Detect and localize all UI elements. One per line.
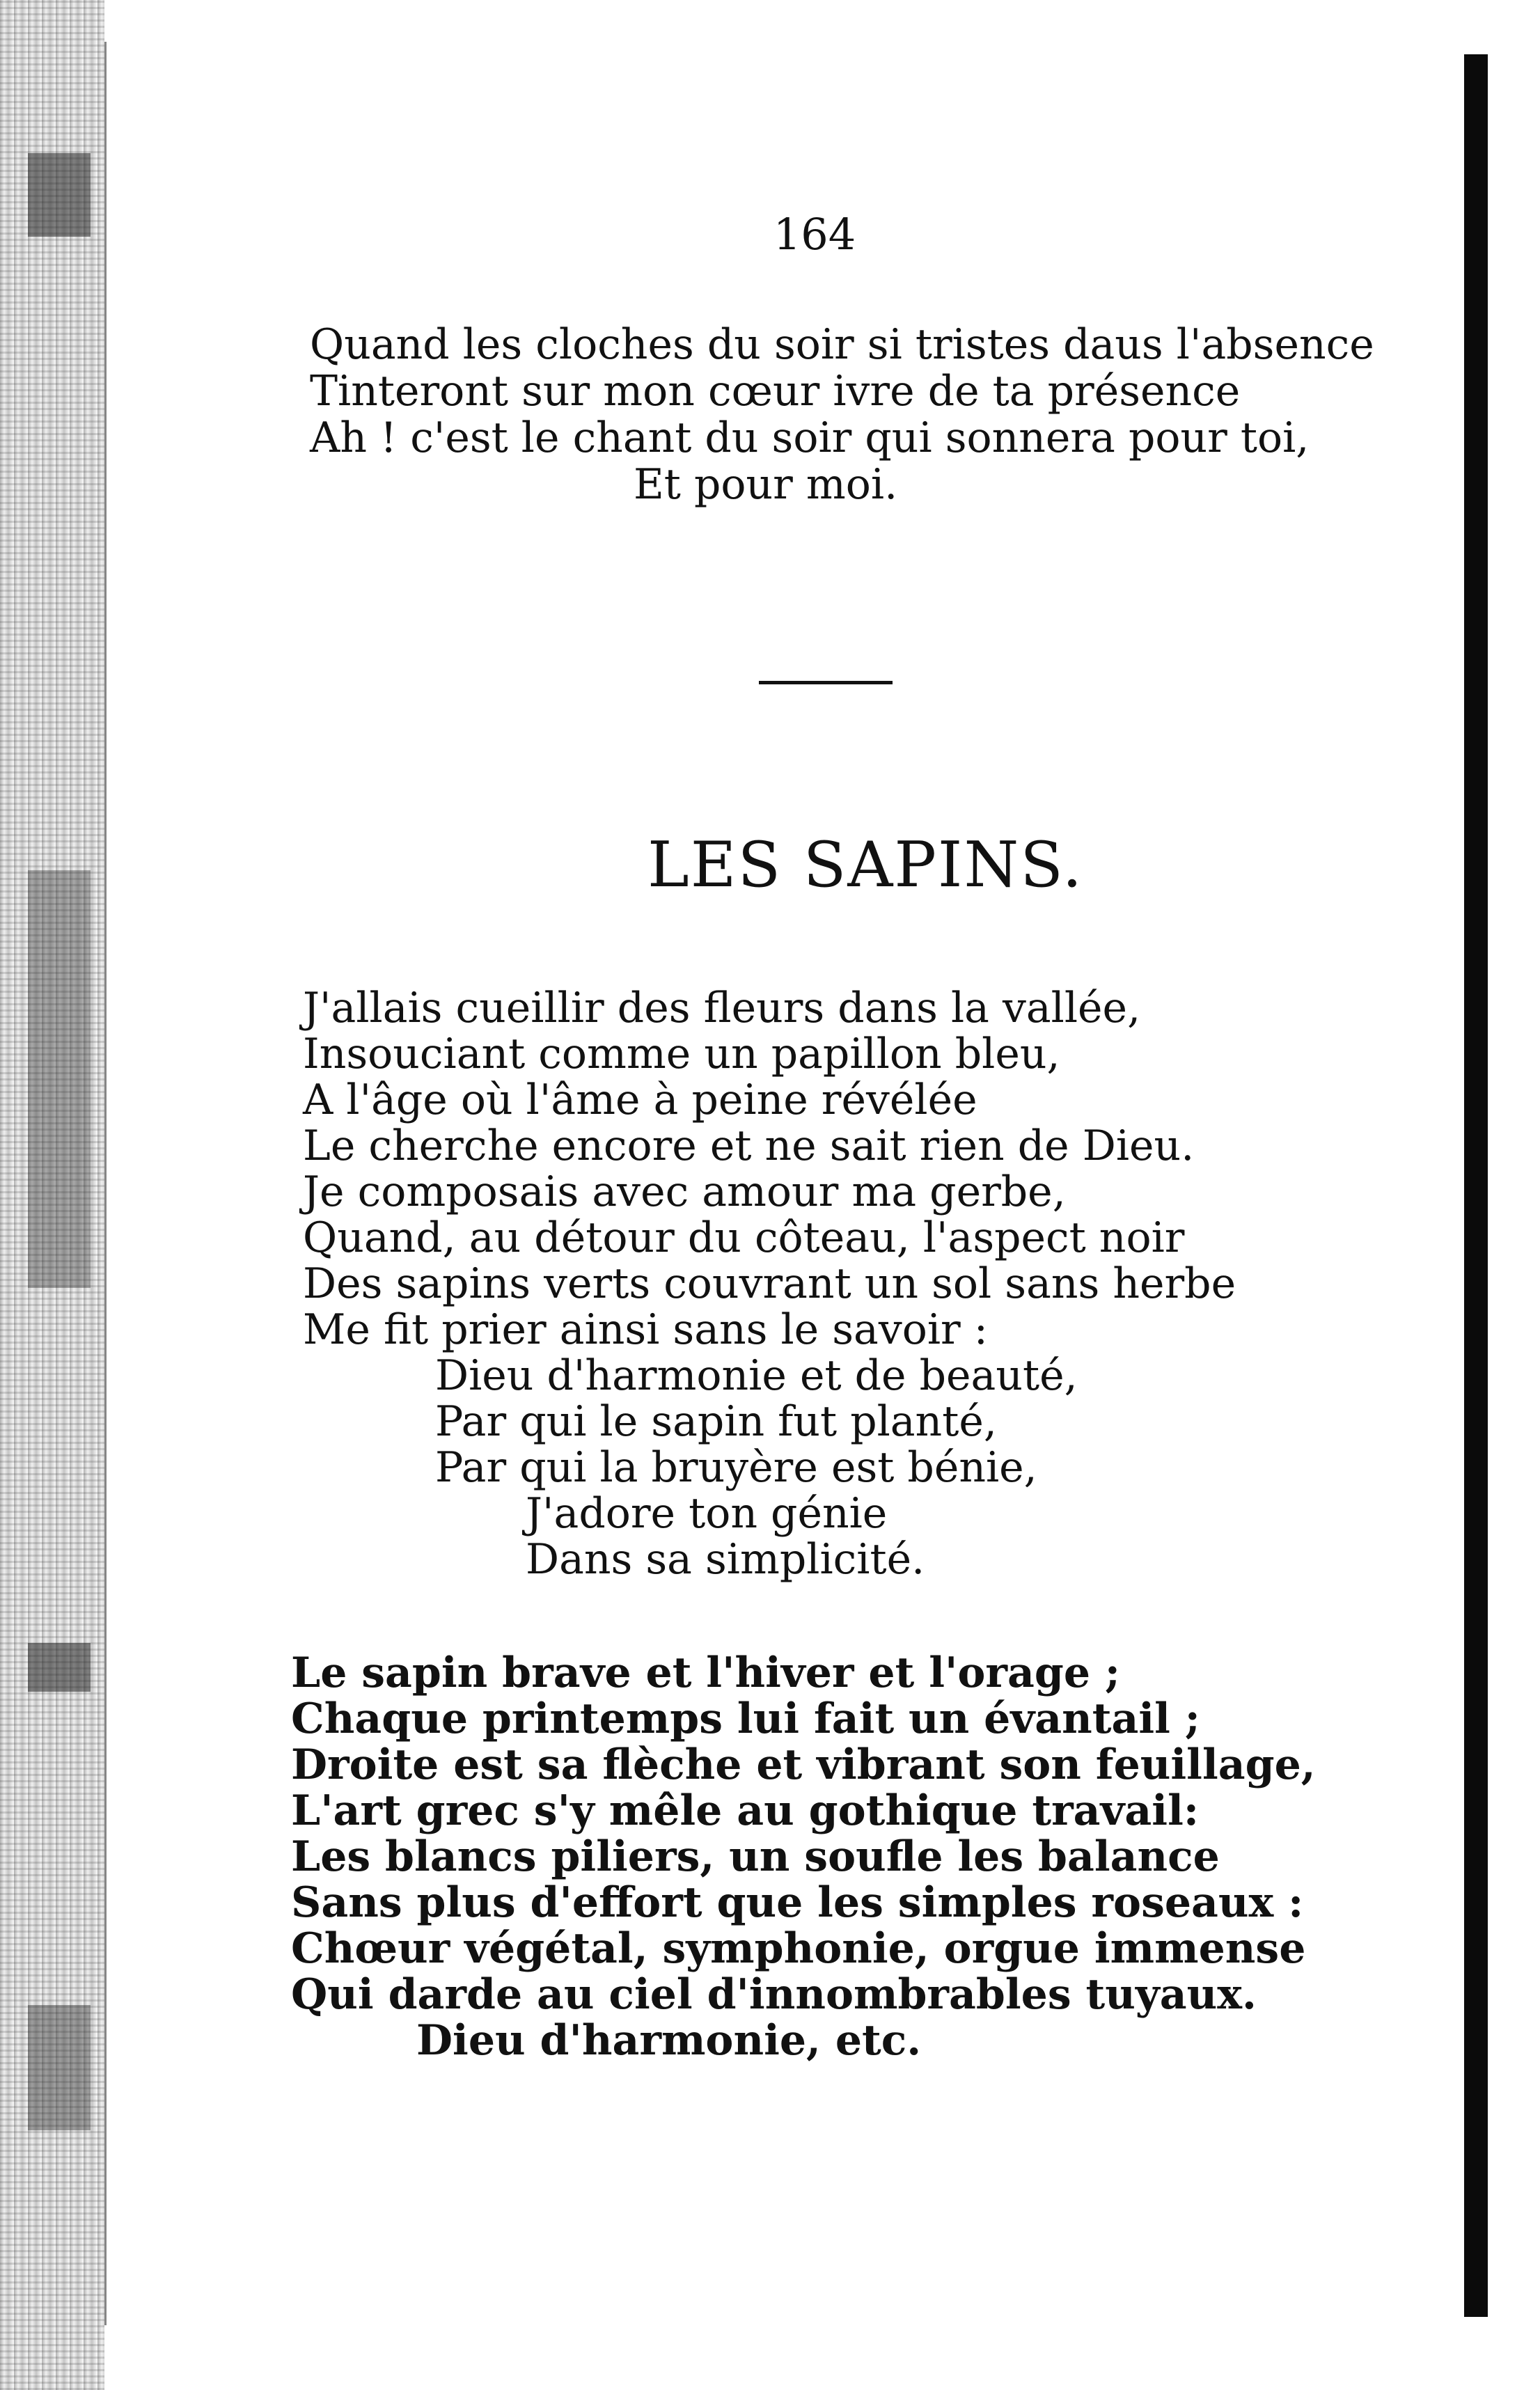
verse-line: Qui darde au ciel d'innombrables tuyaux.	[291, 1970, 1257, 2019]
refrain-line: J'adore ton génie	[526, 1489, 888, 1538]
verse-line: J'allais cueillir des fleurs dans la vallée,	[303, 984, 1141, 1032]
refrain-line: Dieu d'harmonie et de beauté,	[435, 1351, 1078, 1400]
right-edge-bar	[1464, 54, 1488, 2317]
verse-line: Le cherche encore et ne sait rien de Dieu.	[303, 1122, 1195, 1170]
verse-line: A l'âge où l'âme à peine révélée	[303, 1076, 977, 1124]
refrain-line: Dans sa simplicité.	[526, 1535, 925, 1584]
stanza-two	[291, 1650, 1316, 2063]
verse-line: L'art grec s'y mêle au gothique travail:	[291, 1786, 1200, 1835]
verse-line: Le sapin brave et l'hiver et l'orage ;	[291, 1649, 1121, 1697]
verse-line: Des sapins verts couvrant un sol sans herbe	[303, 1259, 1236, 1308]
verse-line: Je composais avec amour ma gerbe,	[303, 1168, 1066, 1216]
section-separator	[759, 681, 893, 684]
verse-line: Chœur végétal, symphonie, orgue immense	[291, 1924, 1306, 1973]
verse-line: Ah ! c'est le chant du soir qui sonnera pour toi,	[310, 414, 1310, 462]
verse-line: Droite est sa flèche et vibrant son feuillage,	[291, 1740, 1316, 1789]
verse-line: Quand les cloches du soir si tristes daus l'absence	[310, 320, 1374, 369]
verse-line: Tinteront sur mon cœur ivre de ta présence	[310, 367, 1241, 416]
binding-shadow	[28, 870, 91, 1288]
verse-line: Sans plus d'effort que les simples roseaux :	[291, 1878, 1304, 1927]
verse-line: Et pour moi.	[634, 460, 898, 509]
stanza-one	[303, 985, 1236, 1582]
binding-shadow	[28, 153, 91, 237]
verse-line: Me fit prier ainsi sans le savoir :	[303, 1305, 988, 1354]
verse-line: Quand, au détour du côteau, l'aspect noir	[303, 1213, 1185, 1262]
binding-line	[104, 42, 107, 2325]
poem-title: LES SAPINS.	[647, 828, 1084, 902]
verse-line: Chaque printemps lui fait un évantail ;	[291, 1695, 1200, 1743]
refrain-line: Par qui la bruyère est bénie,	[435, 1443, 1037, 1492]
refrain-line: Par qui le sapin fut planté,	[435, 1397, 997, 1446]
refrain-line: Dieu d'harmonie, etc.	[416, 2016, 922, 2065]
binding-shadow	[28, 2005, 91, 2130]
verse-line: Les blancs piliers, un soufle les balance	[291, 1832, 1220, 1881]
top-stanza	[310, 322, 1374, 508]
page-number: 164	[773, 209, 856, 260]
binding-shadow	[28, 1643, 91, 1692]
verse-line: Insouciant comme un papillon bleu,	[303, 1030, 1060, 1078]
